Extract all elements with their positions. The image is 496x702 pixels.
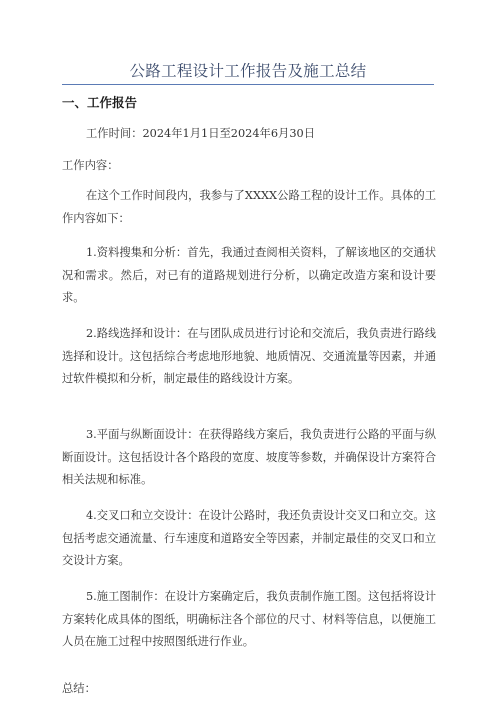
work-item-3: 3.平面与纵断面设计：在获得路线方案后，我负责进行公路的平面与纵断面设计。这包括设计各个路段的宽度、坡度等参数，并确保设计方案符合相关法规和标准。 (62, 428, 436, 487)
work-item-1: 1.资料搜集和分析：首先，我通过查阅相关资料，了解该地区的交通状况和需求。然后，对已有的道路规划进行分析，以确定改造方案和设计要求。 (62, 246, 436, 305)
title-divider (62, 84, 434, 85)
work-item-4: 4.交叉口和立交设计：在设计公路时，我还负责设计交叉口和立交。这包括考虑交通流量、行车速度和道路安全等因素，并制定最佳的交叉口和立交设计方案。 (62, 509, 436, 568)
section-heading-work-report: 一、工作报告 (62, 95, 138, 110)
document-title: 公路工程设计工作报告及施工总结 (129, 62, 367, 80)
summary-label: 总结： (62, 682, 96, 695)
intro-paragraph: 在这个工作时间段内，我参与了XXXX公路工程的设计工作。具体的工作内容如下： (62, 189, 436, 225)
work-time-line: 工作时间：2024年1月1日至2024年6月30日 (86, 127, 316, 140)
work-item-5: 5.施工图制作：在设计方案确定后，我负责制作施工图。这包括将设计方案转化成具体的图纸，明确标注各个部位的尺寸、材料等信息，以便施工人员在施工过程中按照图纸进行作业。 (62, 590, 436, 649)
work-content-label: 工作内容： (62, 159, 119, 172)
work-item-2: 2.路线选择和设计：在与团队成员进行讨论和交流后，我负责进行路线选择和设计。这包括综合考虑地形地貌、地质情况、交通流量等因素，并通过软件模拟和分析，制定最佳的路线设计方案。 (62, 327, 436, 386)
